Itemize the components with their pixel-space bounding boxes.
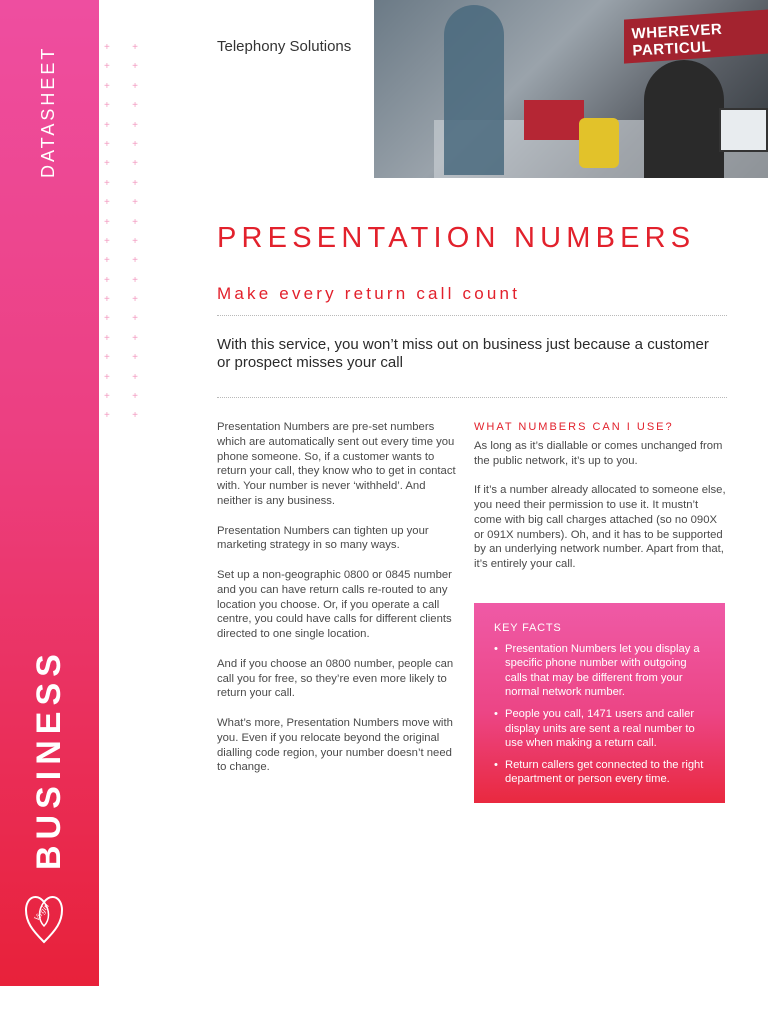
office-photo bbox=[374, 0, 768, 178]
body-paragraph: Presentation Numbers can tighten up your marketing strategy in so many ways. bbox=[217, 524, 429, 552]
page-bottom-margin bbox=[0, 986, 768, 1024]
body-paragraph: If it’s a number already allocated to someone else, you need their permission to use it. It mustn’t come with big call charges attached (so no 090X or 091X numbers). Oh, and it has to be supported by an underlying network number. Apart from that, it’s entirely your call. bbox=[474, 484, 726, 571]
divider bbox=[217, 315, 727, 316]
sidebar-band bbox=[0, 0, 99, 986]
right-column bbox=[474, 420, 728, 587]
key-facts-box bbox=[474, 603, 725, 803]
divider bbox=[217, 397, 727, 398]
section-heading: WHAT NUMBERS CAN I USE? bbox=[474, 421, 674, 433]
datasheet-label: DATASHEET bbox=[38, 45, 58, 178]
plus-pattern: + + + + + + + + + + + + + + + + + + + + + + + + + + + + + + + + + + + + + + + + bbox=[104, 42, 138, 422]
category-label: Telephony Solutions bbox=[217, 38, 352, 55]
page-title: PRESENTATION NUMBERS bbox=[217, 222, 696, 254]
key-facts-list bbox=[494, 642, 707, 787]
left-column bbox=[217, 420, 457, 790]
svg-text:Virgin: Virgin bbox=[32, 901, 51, 923]
page-subtitle: Make every return call count bbox=[217, 284, 521, 303]
list-item: • Presentation Numbers let you display a specific phone number with outgoing calls that may be different from your normal network number. bbox=[494, 642, 707, 700]
business-label: BUSINESS bbox=[30, 648, 68, 870]
body-paragraph: As long as it’s diallable or comes unchanged from the public network, it’s up to you. bbox=[474, 439, 723, 467]
list-item: • Return callers get connected to the right department or person every time. bbox=[494, 758, 707, 787]
list-item: • People you call, 1471 users and caller display units are sent a real number to use when making a return call. bbox=[494, 707, 707, 751]
body-paragraph: What’s more, Presentation Numbers move with you. Even if you relocate beyond the original dialling code region, your number doesn’t need to change. bbox=[217, 716, 453, 774]
body-paragraph: And if you choose an 0800 number, people can call you for free, so they’re even more likely to return your call. bbox=[217, 657, 454, 700]
virgin-media-logo-icon bbox=[22, 880, 66, 944]
photo-banner-text: WHEREVER PARTICUL bbox=[631, 20, 723, 60]
key-facts-title: KEY FACTS bbox=[494, 622, 562, 634]
intro-text: With this service, you won’t miss out on business just because a customer or prospect misses your call bbox=[217, 336, 709, 371]
body-paragraph: Set up a non-geographic 0800 or 0845 number and you can have return calls re-routed to any location you choose. Or, if you operate a call centre, you could have calls for different clients directed to one single location. bbox=[217, 568, 452, 641]
body-paragraph: Presentation Numbers are pre-set numbers which are automatically sent out every time you phone someone. So, if a customer wants to return your call, they know who to get in contact with. Your number is never ‘withheld’. And neither is any business. bbox=[217, 421, 456, 507]
